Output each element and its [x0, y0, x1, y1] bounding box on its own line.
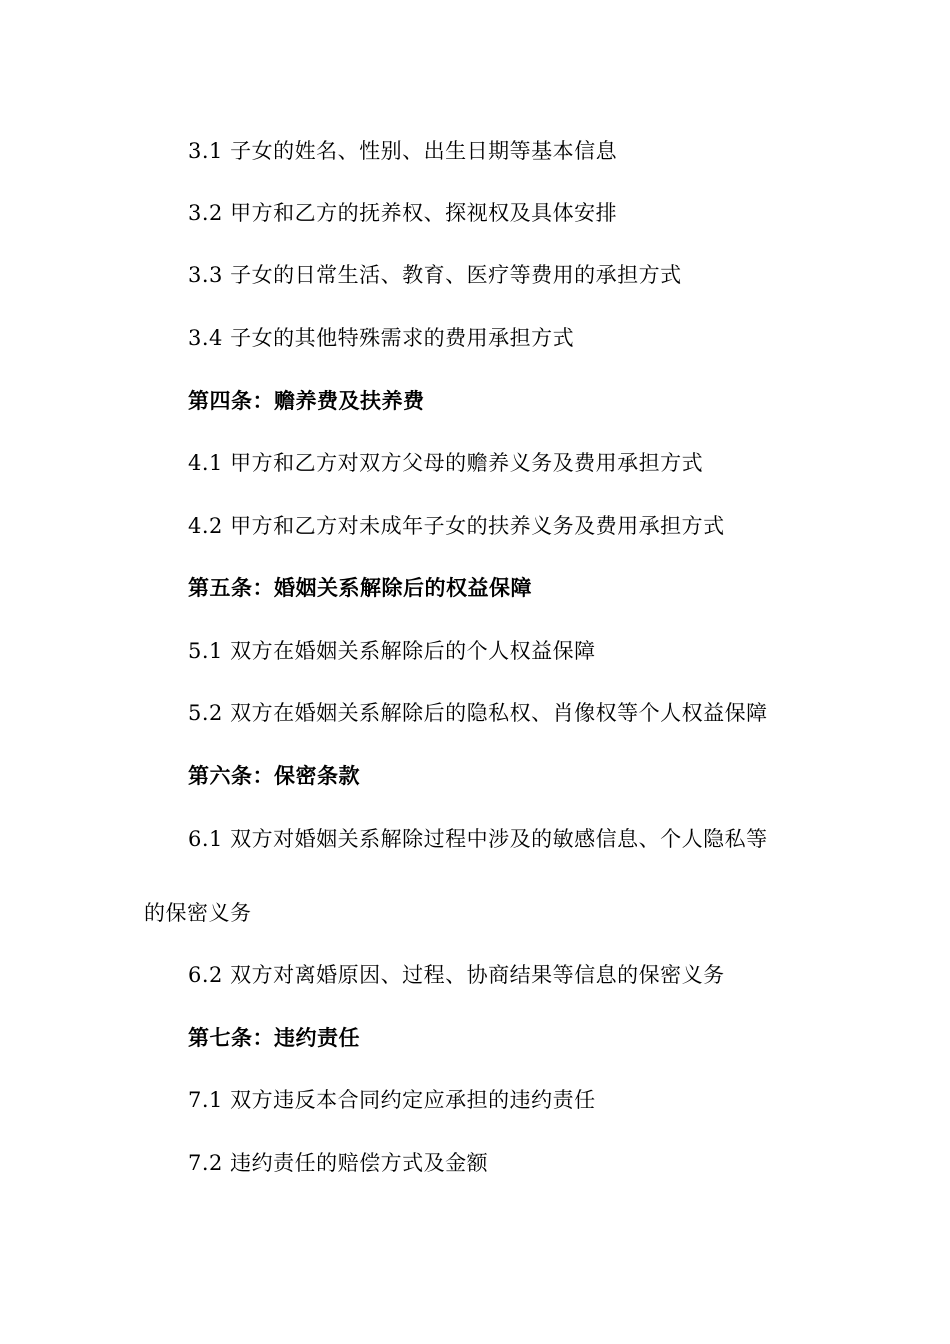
- clause-3-4: 3.4 子女的其他特殊需求的费用承担方式: [188, 326, 575, 350]
- clause-7-2: 7.2 违约责任的赔偿方式及金额: [188, 1151, 489, 1175]
- clause-6-1: 6.1 双方对婚姻关系解除过程中涉及的敏感信息、个人隐私等: [188, 827, 768, 851]
- clause-4-1: 4.1 甲方和乙方对双方父母的赡养义务及费用承担方式: [188, 451, 704, 475]
- clause-6-2: 6.2 双方对离婚原因、过程、协商结果等信息的保密义务: [188, 963, 725, 987]
- clause-5-1: 5.1 双方在婚姻关系解除后的个人权益保障: [188, 639, 596, 663]
- article-4-heading: 第四条：赡养费及扶养费: [188, 389, 425, 413]
- clause-6-1-continuation: 的保密义务: [144, 901, 252, 925]
- clause-3-2: 3.2 甲方和乙方的抚养权、探视权及具体安排: [188, 201, 618, 225]
- clause-7-1: 7.1 双方违反本合同约定应承担的违约责任: [188, 1088, 596, 1112]
- clause-3-1: 3.1 子女的姓名、性别、出生日期等基本信息: [188, 139, 618, 163]
- clause-4-2: 4.2 甲方和乙方对未成年子女的扶养义务及费用承担方式: [188, 514, 725, 538]
- clause-5-2: 5.2 双方在婚姻关系解除后的隐私权、肖像权等个人权益保障: [188, 701, 768, 725]
- clause-3-3: 3.3 子女的日常生活、教育、医疗等费用的承担方式: [188, 263, 682, 287]
- article-7-heading: 第七条：违约责任: [188, 1026, 360, 1050]
- article-6-heading: 第六条：保密条款: [188, 764, 360, 788]
- article-5-heading: 第五条：婚姻关系解除后的权益保障: [188, 576, 532, 600]
